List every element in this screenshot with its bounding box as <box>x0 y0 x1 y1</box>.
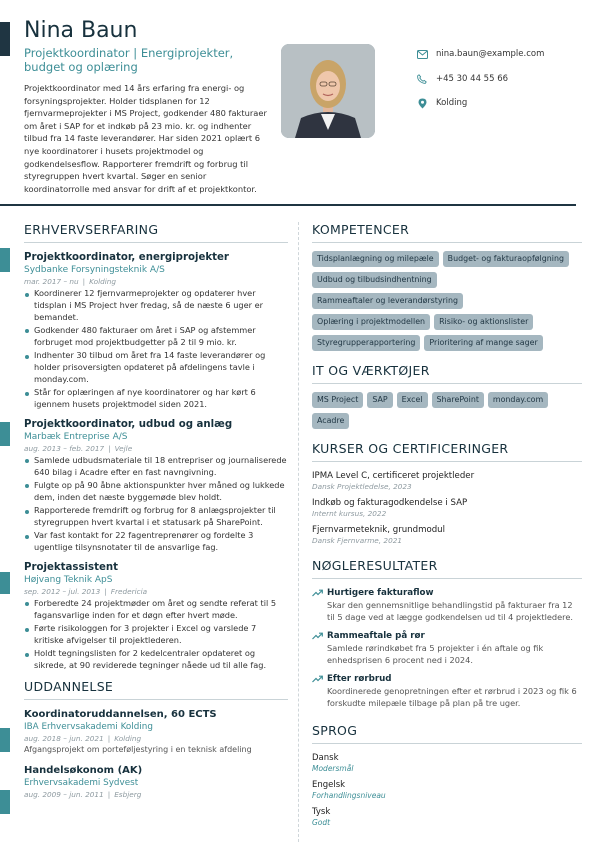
header-divider <box>0 204 576 206</box>
job-location: Vejle <box>114 443 133 453</box>
skills-tags <box>312 251 582 351</box>
trend-up-icon <box>312 632 324 640</box>
education-heading: UDDANNELSE <box>24 678 114 694</box>
course-title: Indkøb og fakturagodkendelse i SAP <box>312 498 468 508</box>
education-school: IBA Erhvervsakademi Kolding <box>24 721 153 732</box>
skill-tag: Prioritering af mange sager <box>424 335 542 351</box>
skills-heading: KOMPETENCER <box>312 222 410 237</box>
job-bullets <box>24 288 288 411</box>
language-name: Tysk <box>312 807 331 817</box>
skill-tag: Styregrupperapportering <box>312 335 420 351</box>
tool-tag: SharePoint <box>432 392 484 408</box>
job-meta: aug. 2013 – feb. 2017 | Vejle <box>24 443 133 453</box>
job-title: Projektassistent <box>24 561 118 573</box>
job3-accent-bar <box>0 572 10 594</box>
tool-tag: SAP <box>367 392 392 408</box>
profile-summary: Projektkoordinator med 14 års erfaring fra energi- og forsyningsprojekter. Holder tidsplanen for 12 fjernvarmeprojekter i MS Project, godkender 480 fakturaer om året i SAP for et indkøb på 23 mio. kr. og indhenter tilbud fra 14 faste leverandører. Har siden 2021 oplært 6 nye koordinatorer i husets projektmodel og godkendelsesflow. Rapporterer fremdrift og forbrug til styregruppen hvert kvartal. Søger en senior koordinatorrolle med ansvar for drift af et projektkontor. <box>24 83 267 194</box>
language-name: Engelsk <box>312 780 346 790</box>
job-company: Marbæk Entreprise A/S <box>24 431 128 442</box>
bullet-item: Koordinerer 12 fjernvarmeprojekter og opdaterer hver tidsplan i MS Project hver fredag, så de næste 6 uger er bemandet. <box>24 288 288 323</box>
education-location: Kolding <box>114 733 142 743</box>
result-description: Koordinerede genopretningen efter et rørbrud i 2023 og fik 6 forskudte milepæle tilbage på plan på tre uger. <box>327 686 577 708</box>
section-rule <box>312 461 582 462</box>
result-head <box>312 587 582 599</box>
tools-heading: IT OG VÆRKTØJER <box>312 363 430 378</box>
job-dates: aug. 2013 – feb. 2017 <box>24 443 105 453</box>
results-heading: NØGLERESULTATER <box>312 558 438 573</box>
header <box>24 18 274 195</box>
location-pin-icon <box>414 98 430 109</box>
job-dates: sep. 2012 – jul. 2013 <box>24 586 101 596</box>
tool-tag: Excel <box>397 392 428 408</box>
email-text: nina.baun@example.com <box>436 49 545 60</box>
section-rule <box>312 743 582 744</box>
education-title: Koordinatoruddannelsen, 60 ECTS <box>24 708 217 720</box>
job-entry <box>24 561 288 672</box>
education-meta: aug. 2018 – jun. 2021 | Kolding <box>24 733 142 743</box>
education-entry <box>24 764 288 800</box>
job-dates: mar. 2017 – nu <box>24 277 79 286</box>
job-bullets <box>24 455 288 554</box>
education-dates: aug. 2018 – jun. 2021 <box>24 733 104 743</box>
job-meta: sep. 2012 – jul. 2013 | Fredericia <box>24 586 148 596</box>
languages-heading: SPROG <box>312 723 358 738</box>
bullet-item: Samlede udbudsmateriale til 18 entrepriser og journaliserede 640 bilag i Acadre efter en fast navngivning. <box>24 455 288 479</box>
profile-photo <box>281 44 375 138</box>
candidate-name: Nina Baun <box>24 18 138 43</box>
education-title: Handelsøkonom (AK) <box>24 764 143 776</box>
education-dates: aug. 2009 – jun. 2011 <box>24 789 104 799</box>
course-entry <box>312 470 582 492</box>
experience-heading: ERHVERVSERFARING <box>24 222 159 237</box>
mail-icon <box>414 50 430 59</box>
result-head <box>312 630 582 642</box>
education-location: Esbjerg <box>114 789 142 799</box>
language-name: Dansk <box>312 753 339 763</box>
bullet-item: Indhenter 30 tilbud om året fra 14 faste leverandører og holder prisoversigten opdateret på afdelingens tavle i monday.com. <box>24 350 288 385</box>
contact-info <box>414 42 584 116</box>
job-location: Kolding <box>89 277 117 286</box>
education-entry <box>24 708 288 756</box>
bullet-item: Forberedte 24 projektmøder om året og sendte referat til 5 fagansvarlige inden for et døgn efter hvert møde. <box>24 598 288 622</box>
phone-text: +45 30 44 55 66 <box>436 73 509 84</box>
bullet-item: Fulgte op på 90 åbne aktionspunkter hver måned og lukkede dem, inden det næste byggemøde blev holdt. <box>24 480 288 504</box>
edu2-accent-bar <box>0 790 10 814</box>
courses-heading: KURSER OG CERTIFICERINGER <box>312 441 509 456</box>
contact-email[interactable] <box>414 42 584 67</box>
header-accent-bar <box>0 22 10 56</box>
job-company: Højvang Teknik ApS <box>24 574 113 585</box>
section-rule <box>312 578 582 579</box>
language-entry <box>312 779 582 801</box>
location-text: Kolding <box>436 98 468 109</box>
education-accent-bar <box>0 728 10 752</box>
bullet-item: Holdt tegningslisten for 2 kedelcentraler opdateret og sikrede, at 90 reviderede tegninger nåede ud til alle fag. <box>24 648 288 672</box>
course-title: Fjernvarmeteknik, grundmodul <box>312 525 446 535</box>
tool-tag: Acadre <box>312 413 349 429</box>
trend-up-icon <box>312 675 324 683</box>
trend-up-icon <box>312 589 324 597</box>
language-level: Godt <box>312 818 331 827</box>
course-title: IPMA Level C, certificeret projektleder <box>312 471 475 481</box>
section-rule <box>312 242 582 243</box>
result-head <box>312 673 582 685</box>
language-entry <box>312 806 582 828</box>
result-entry <box>312 673 582 709</box>
contact-location <box>414 91 584 116</box>
result-entry <box>312 587 582 623</box>
education-meta: aug. 2009 – jun. 2011 | Esbjerg <box>24 789 142 799</box>
section-rule <box>24 699 288 700</box>
job-title: Projektkoordinator, udbud og anlæg <box>24 418 233 430</box>
job-entry <box>24 251 288 411</box>
skill-tag: Risiko- og aktionslister <box>434 314 533 330</box>
job-title: Projektkoordinator, energiprojekter <box>24 252 229 263</box>
result-entry <box>312 630 582 666</box>
job2-accent-bar <box>0 422 10 446</box>
candidate-role: Projektkoordinator | Energiprojekter, budget og oplæring <box>24 46 234 74</box>
section-rule <box>24 242 288 243</box>
tool-tag: monday.com <box>488 392 548 408</box>
education-description: Afgangsprojekt om porteføljestyring i en teknisk afdeling <box>24 744 252 754</box>
course-entry <box>312 524 582 546</box>
left-column <box>24 222 288 808</box>
result-description: Samlede rørindkøbet fra 5 projekter i én aftale og fik enhedsprisen 6 procent ned i 2024. <box>327 643 544 665</box>
language-entry <box>312 752 582 774</box>
job-bullets <box>24 598 288 672</box>
course-provider: Dansk Fjernvarme, 2021 <box>312 536 402 545</box>
job-company: Sydbanke Forsyningsteknik A/S <box>24 265 165 275</box>
phone-icon <box>414 74 430 84</box>
bullet-item: Står for oplæringen af nye koordinatorer og har kørt 6 igennem husets projektmodel siden 2021. <box>24 387 288 411</box>
skill-tag: Udbud og tilbudsindhentning <box>312 272 437 288</box>
contact-phone[interactable] <box>414 67 584 92</box>
section-rule <box>312 383 582 384</box>
course-provider: Dansk Projektledelse, 2023 <box>312 482 412 491</box>
language-level: Forhandlingsniveau <box>312 791 386 800</box>
skill-tag: Budget- og fakturaopfølgning <box>443 251 569 267</box>
result-title: Hurtigere fakturaflow <box>327 588 434 598</box>
job-meta: mar. 2017 – nu | Kolding <box>24 277 117 286</box>
skill-tag: Rammeaftaler og leverandørstyring <box>312 293 463 309</box>
column-divider <box>298 222 299 842</box>
skill-tag: Tidsplanlægning og milepæle <box>312 251 439 267</box>
job-location: Fredericia <box>110 586 148 596</box>
result-title: Rammeaftale på rør <box>327 631 425 641</box>
course-entry <box>312 497 582 519</box>
bullet-item: Godkender 480 fakturaer om året i SAP og afstemmer forbruget mod projektbudgetter på 2 til 9 mio. kr. <box>24 325 288 349</box>
course-provider: Internt kursus, 2022 <box>312 509 387 518</box>
language-level: Modersmål <box>312 764 354 773</box>
bullet-item: Var fast kontakt for 22 fagentreprenører og fordelte 3 ugentlige tilsynsnotater til de ansvarlige fag. <box>24 530 288 554</box>
tool-tag: MS Project <box>312 392 363 408</box>
result-description: Skar den gennemsnitlige behandlingstid på fakturaer fra 12 til 5 dage ved at lægge godkendelsen ud til 4 projektledere. <box>327 600 573 622</box>
result-title: Efter rørbrud <box>327 674 392 684</box>
experience-accent-bar <box>0 248 10 272</box>
skill-tag: Oplæring i projektmodellen <box>312 314 430 330</box>
tools-tags <box>312 392 582 429</box>
bullet-item: Rapporterede fremdrift og forbrug for 8 anlægsprojekter til styregruppen hvert kvartal i et statusark på SharePoint. <box>24 505 288 529</box>
bullet-item: Førte risikologgen for 3 projekter i Excel og varslede 7 kritiske afvigelser til projektlederen. <box>24 623 288 647</box>
job-entry <box>24 418 288 554</box>
right-column <box>312 222 582 833</box>
education-school: Erhvervsakademi Sydvest <box>24 777 139 788</box>
